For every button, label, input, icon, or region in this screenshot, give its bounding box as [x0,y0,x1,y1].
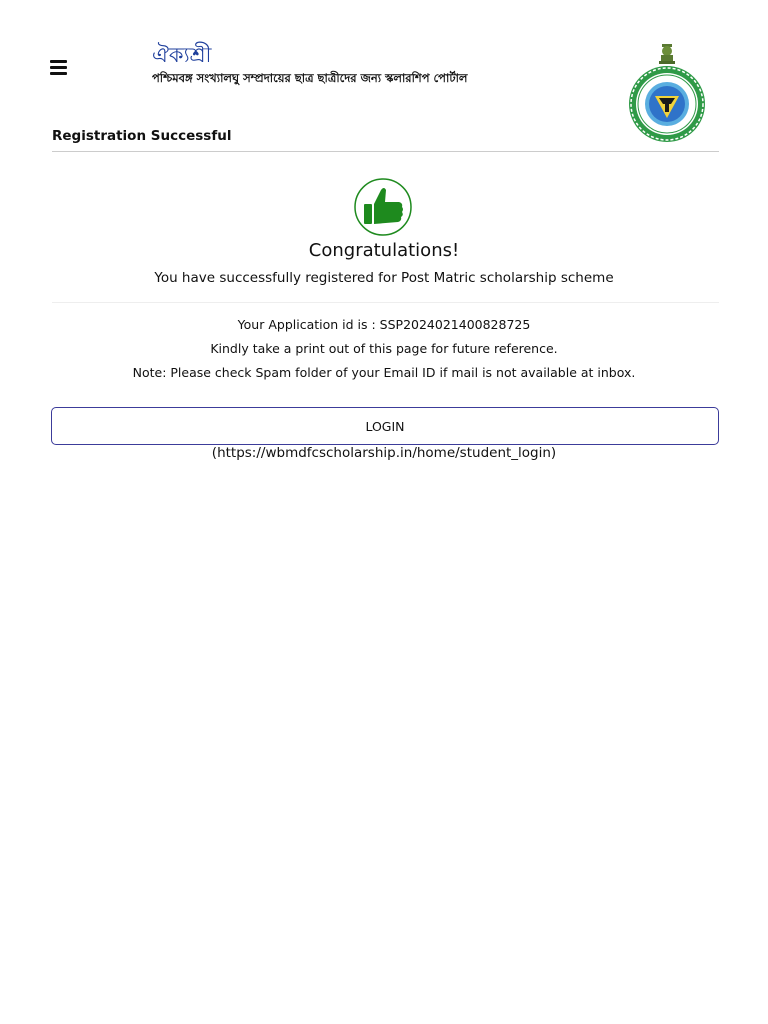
heading-divider [52,151,719,152]
congratulations-title: Congratulations! [308,240,460,261]
login-button[interactable]: LOGIN [51,407,719,445]
page-title: Registration Successful [52,128,232,144]
application-id-text: Your Application id is : SSP2024021400828725 [237,317,531,332]
emblem-icon [625,40,709,144]
spam-note-text: Note: Please check Spam folder of your Email ID if mail is not available at inbox. [132,365,636,380]
brand-title: ঐক্যশ্রী [152,43,212,67]
thumbs-up-icon [352,178,414,236]
brand-subtitle: পশ্চিমবঙ্গ সংখ্যালঘু সম্প্রদায়ের ছাত্র ছাত্রীদের জন্য স্কলারশিপ পোর্টাল [152,71,468,85]
login-url-text: (https://wbmdfcscholarship.in/home/student_login) [211,445,557,461]
success-message: You have successfully registered for Post Matric scholarship scheme [154,270,614,286]
section-divider [52,302,719,303]
print-instruction-text: Kindly take a print out of this page for future reference. [210,341,558,356]
hamburger-menu-icon[interactable] [50,60,70,78]
